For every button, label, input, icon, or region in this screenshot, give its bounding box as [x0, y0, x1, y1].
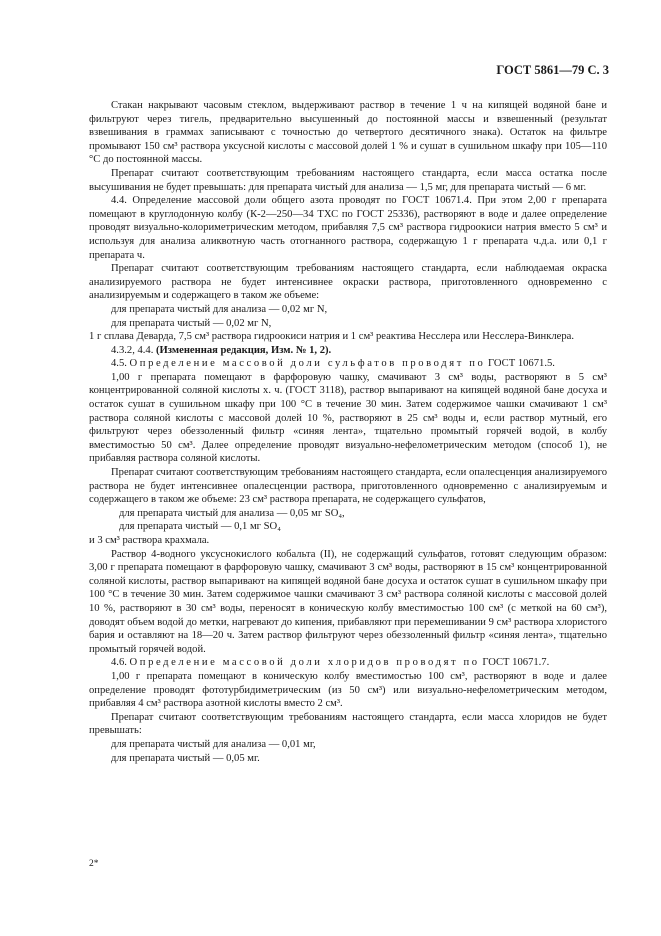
section-4-6-standard: ГОСТ 10671.7. [479, 657, 550, 669]
page-footer-mark: 2* [89, 859, 99, 869]
paragraph-residue-requirement: Препарат считают соответствующим требованиям настоящего стандарта, если масса остатка после высушивания не будет превышать: для препарата чистый для анализа — 1,5 мг, для препарата чистый — 6 мг. [89, 167, 607, 193]
section-4-5-number: 4.5. [111, 358, 130, 370]
page-header: ГОСТ 5861—79 С. 3 [496, 63, 609, 77]
chloride-limit-analytical: для препарата чистый для анализа — 0,01 мг, [111, 738, 316, 750]
document-body [89, 99, 607, 765]
section-4-5-sulfates [89, 357, 607, 371]
paragraph-chloride-procedure: 1,00 г препарата помещают в коническую колбу вместимостью 100 см³, растворяют в воде и далее определение проводят фототурбидиметрическим (из 50 см³) или визуально-нефелометрическим методом, прибавляя 4 см³ раствора азотной кислоты вместо 2 см³. [89, 670, 607, 710]
amendment-bold: (Измененная редакция, Изм. № 1, 2). [156, 344, 332, 356]
nitrogen-limit-pure: для препарата чистый — 0,02 мг N, [111, 317, 272, 329]
section-4-6-chlorides [89, 656, 607, 670]
sulfate-limit-pure: для препарата чистый — 0,1 мг SO₄ [119, 521, 281, 533]
nitrogen-limit-analytical: для препарата чистый для анализа — 0,02 мг N, [111, 303, 328, 315]
section-4-6-number: 4.6. [111, 657, 130, 669]
amendment-note [89, 344, 607, 358]
paragraph-cobalt-acetate: Раствор 4-водного уксуснокислого кобальта (II), не содержащий сульфатов, готовят следующим образом: 3,00 г препарата помещают в фарфоровую чашку, смачивают 3 см³ воды, растворяют в 15 см³ концентрированной соляной кислоты, раствор выпаривают на кипящей водяной бане досуха и остаток сушат в сушильном шкафу при 100 °С в течение 30 мин. Затем содержимое чашки смачивают 3 см³ раствора соляной кислоты с массовой долей 10 %, растворяют в 30 см³ воды, переносят в коническую колбу вместимостью 100 см³ (с меткой на 60 см³), доводят объем водой до метки, нагревают до кипения, прибавляют при перемешивании 9 см³ раствора хлористого бария и оставляют на 18—20 ч. Затем раствор фильтруют через обеззоленный фильтр «синяя лента», тщательно промытый горячей водой. [89, 548, 607, 655]
starch-solution-line: и 3 см³ раствора крахмала. [89, 535, 210, 546]
section-4-4-nitrogen: 4.4. Определение массовой доли общего азота проводят по ГОСТ 10671.4. При этом 2,00 г препарата помещают в круглодонную колбу (К-2—250—34 ТХС по ГОСТ 25336), растворяют в воде и далее определение проводят визуально-колориметрическим методом, прибавляя 7,5 см³ раствора гидроокиси натрия вместо 5 см³ и используя для анализа аликвотную часть отогнанного раствора, содержащую 1 г препарата ч.д.а. или 0,1 г препарата ч. [89, 195, 607, 261]
section-4-5-spaced-title: Определение массовой доли сульфатов проводят по [129, 358, 486, 370]
amendment-prefix: 4.3.2, 4.4. [111, 344, 157, 356]
section-4-5-standard: ГОСТ 10671.5. [485, 358, 555, 370]
paragraph-chloride-requirement: Препарат считают соответствующим требованиям настоящего стандарта, если масса хлоридов не будет превышать: [89, 711, 607, 737]
section-4-6-spaced-title: Определение массовой доли хлоридов проводят по [129, 657, 480, 669]
paragraph-devarda-alloy: 1 г сплава Деварда, 7,5 см³ раствора гидроокиси натрия и 1 см³ реактива Несслера или Несслера-Винклера. [89, 331, 574, 343]
paragraph-sulfate-requirement: Препарат считают соответствующим требованиям настоящего стандарта, если опалесценция анализируемого раствора не будет интенсивнее опалесценции раствора, приготовленного одновременно с анализируемым и содержащего в таком же объеме: 23 см³ раствора препарата, не содержащего сульфатов, [89, 467, 607, 506]
paragraph-nitrogen-requirement: Препарат считают соответствующим требованиям настоящего стандарта, если наблюдаемая окраска анализируемого раствора не будет интенсивнее окраски раствора, приготовленного одновременно с анализируемым и содержащего в таком же объеме: [89, 263, 607, 302]
sulfate-limit-analytical: для препарата чистый для анализа — 0,05 мг SO₄, [119, 507, 345, 519]
chloride-limit-pure: для препарата чистый — 0,05 мг. [111, 752, 260, 764]
paragraph-sulfate-procedure: 1,00 г препарата помещают в фарфоровую чашку, смачивают 3 см³ воды, растворяют в 5 см³ концентрированной соляной кислоты х. ч. (ГОСТ 3118), раствор выпаривают на кипящей водяной бане досуха и остаток сушат в сушильном шкафу при 100 °С в течение 30 мин. Затем содержимое чашки смачивают 1 см³ раствора соляной кислоты с массовой долей 10 %, растворяют в 25 см³ воды и, если раствор мутный, его фильтруют через обеззоленный фильтр «синяя лента», тщательно промытый горячей водой, в колбу вместимостью 50 см³. Далее определение проводят визуально-нефелометрическим методом (способ 1), не прибавляя раствора соляной кислоты. [89, 371, 607, 465]
paragraph-residue-filtration: Стакан накрывают часовым стеклом, выдерживают раствор в течение 1 ч на кипящей водяной бане и фильтруют через тигель, предварительно высушенный до постоянной массы и взвешенный (результат взвешивания в граммах записывают с точностью до четвертого десятичного знака). Остаток на фильтре промывают 150 см³ раствора уксусной кислоты с массовой долей 1 % и сушат в сушильном шкафу при 105—110 °С до постоянной массы. [89, 100, 607, 166]
